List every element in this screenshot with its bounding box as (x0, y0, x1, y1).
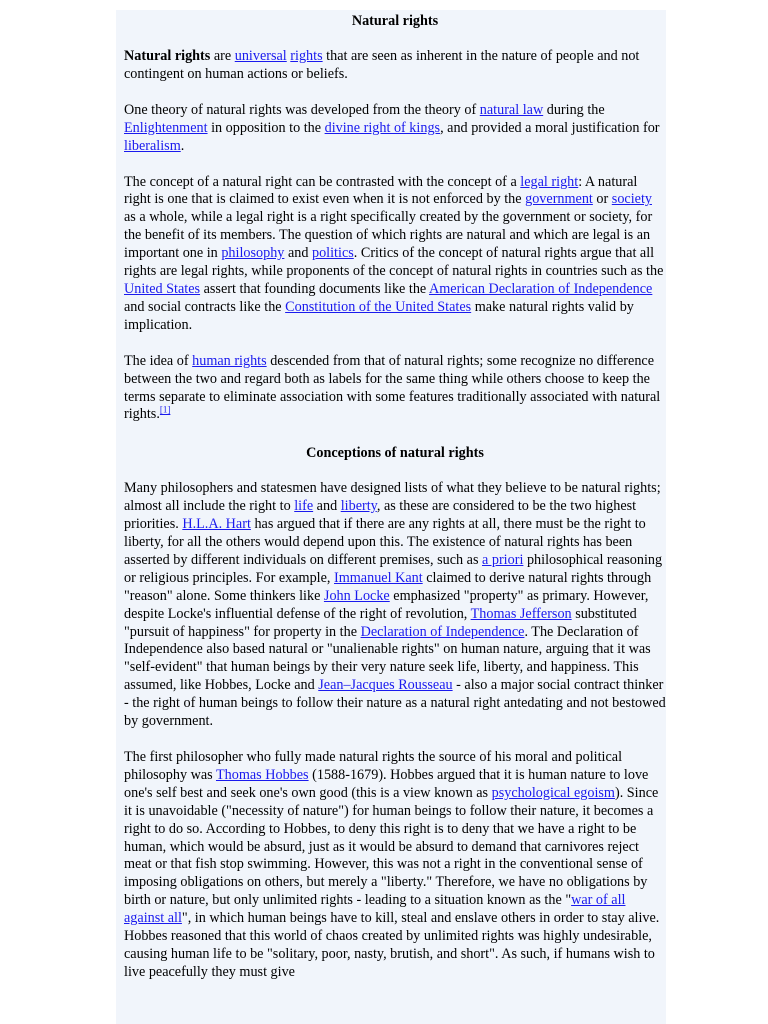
link-hla-hart[interactable]: H.L.A. Hart (182, 516, 251, 533)
paragraph-theory (124, 102, 666, 156)
link-legal-right[interactable]: legal right (520, 173, 579, 190)
link-united-states[interactable]: United States (124, 280, 201, 297)
text: . The Declaration of Independence also based natural or "unalienable rights" on human nature, arguing that it was "self-evident" that human beings by their very nature seek life, liberty, and happiness. This assumed, like Hobbes, Locke and (124, 623, 651, 694)
text: during the (543, 101, 605, 118)
text: as a whole, while a legal right is a right specifically created by the government or society, for the benefit of its members. The question of which rights are natural and which are legal is an important one in (124, 209, 653, 262)
link-thomas-jefferson[interactable]: Thomas Jefferson (470, 605, 572, 622)
text: in opposition to the (207, 119, 325, 136)
paragraph-conceptions (124, 480, 666, 731)
link-life[interactable]: life (294, 498, 314, 515)
section-heading: Conceptions of natural rights (306, 445, 484, 462)
text: that are seen as inherent in the nature of people and not contingent on human actions or beliefs. (124, 48, 640, 82)
link-immanuel-kant[interactable]: Immanuel Kant (334, 569, 423, 586)
link-john-locke[interactable]: John Locke (323, 587, 390, 604)
paragraph-hobbes (124, 749, 666, 982)
text: ", in which human beings have to kill, steal and enslave others in order to stay alive. Hobbes reasoned that this world of chaos created by unlimited rights was highly undesirable, causing human life to be "solitary, poor, nasty, brutish, and short". As such, if humans wish to live peacefully they must give (124, 910, 660, 980)
text: substituted "pursuit of happiness" for property in the (124, 605, 637, 640)
link-thomas-hobbes[interactable]: Thomas Hobbes (215, 766, 309, 783)
text: descended from that of natural rights; some recognize no difference between the two and regard both as labels for the same thing while others choose to keep the terms separate to eliminate association with some features traditionally associated with natural rights. (124, 352, 661, 423)
text: are (210, 48, 235, 64)
text: . (180, 137, 185, 154)
link-liberalism[interactable]: liberalism (124, 137, 181, 154)
text: , and provided a moral justification for (440, 119, 660, 136)
text: philosophical reasoning or religious principles. For example, (124, 551, 663, 586)
text: One theory of natural rights was developed from the theory of (124, 101, 480, 118)
link-human-rights[interactable]: human rights (192, 352, 267, 369)
link-rights[interactable]: rights (290, 48, 323, 64)
link-government[interactable]: government (525, 191, 593, 208)
link-constitution[interactable]: Constitution of the United States (285, 298, 472, 315)
text: - also a major social contract thinker - the right of human beings to follow their nature as a natural right antedating and not bestowed by government. (124, 677, 666, 730)
paragraph-legal-right (124, 174, 666, 335)
text: emphasized "property" as primary. However, despite Locke's influential defense of the right of revolution, (124, 587, 649, 622)
text: (1588-1679). Hobbes argued that it is human nature to love one's self best and seek one's own good (this is a view known as (124, 766, 649, 801)
text: and (284, 245, 312, 262)
text: assert that founding documents like the (200, 280, 429, 297)
text: Many philosophers and statesmen have designed lists of what they believe to be natural rights; almost all include the right to (124, 480, 661, 515)
text: ). Since it is unavoidable ("necessity of nature") for human beings to follow their nature, it becomes a right to do so. According to Hobbes, to deny this right is to deny that we have a right to be human, which would be absurd, just as it would be absurd to demand that carnivores reject meat or that fish stop swimming. However, this was not a right in the conventional sense of imposing obligations on others, but merely a "liberty." Therefore, we have no obligations by birth or nature, but only unlimited rights - leading to a situation known as the " (124, 784, 659, 909)
text: The concept of a natural right can be contrasted with the concept of a (124, 173, 521, 190)
document-page (116, 10, 666, 1024)
paragraph-intro (124, 48, 666, 84)
link-philosophy[interactable]: philosophy (221, 245, 285, 262)
text: and social contracts like the (124, 298, 286, 315)
link-war-of-all-against-all[interactable]: war of all against all (124, 892, 626, 927)
text: : A natural right is one that is claimed to exist even when it is not enforced by the (124, 173, 638, 208)
paragraph-human-rights (124, 353, 666, 425)
link-society[interactable]: society (611, 191, 652, 208)
text: . Critics of the concept of natural rights argue that all rights are legal rights, while proponents of the concept of natural rights in countries such as the (124, 245, 664, 280)
bold-term: Natural rights (124, 48, 211, 64)
article-title: Natural rights (351, 13, 439, 29)
link-declaration-of-independence[interactable]: Declaration of Independence (360, 623, 525, 640)
link-rousseau[interactable]: Jean–Jacques Rousseau (318, 677, 453, 694)
link-enlightenment[interactable]: Enlightenment (124, 119, 208, 136)
text: The idea of (124, 352, 193, 369)
text: The first philosopher who fully made natural rights the source of his moral and political philosophy was (124, 749, 623, 783)
text: or (592, 191, 612, 208)
text: claimed to derive natural rights through "reason" alone. Some thinkers like (124, 569, 652, 604)
article-body (124, 10, 666, 982)
link-natural-law[interactable]: natural law (479, 101, 544, 118)
link-a-priori[interactable]: a priori (482, 551, 524, 568)
reference-link[interactable]: [1] (159, 404, 171, 415)
text: , as these are considered to be the two highest priorities. (124, 498, 637, 533)
link-liberty[interactable]: liberty (340, 498, 377, 515)
text: has argued that if there are any rights at all, there must be the right to liberty, for all the others would depend upon this. The existence of natural rights has been asserted by different individuals on different premises, such as (124, 516, 646, 568)
text: and (313, 498, 341, 515)
link-universal[interactable]: universal (234, 48, 287, 64)
text: make natural rights valid by implication. (124, 298, 634, 333)
link-politics[interactable]: politics (311, 245, 354, 262)
link-american-declaration[interactable]: American Declaration of Independence (429, 280, 653, 297)
link-divine-right-of-kings[interactable]: divine right of kings (324, 119, 441, 136)
link-psychological-egoism[interactable]: psychological egoism (491, 784, 615, 801)
